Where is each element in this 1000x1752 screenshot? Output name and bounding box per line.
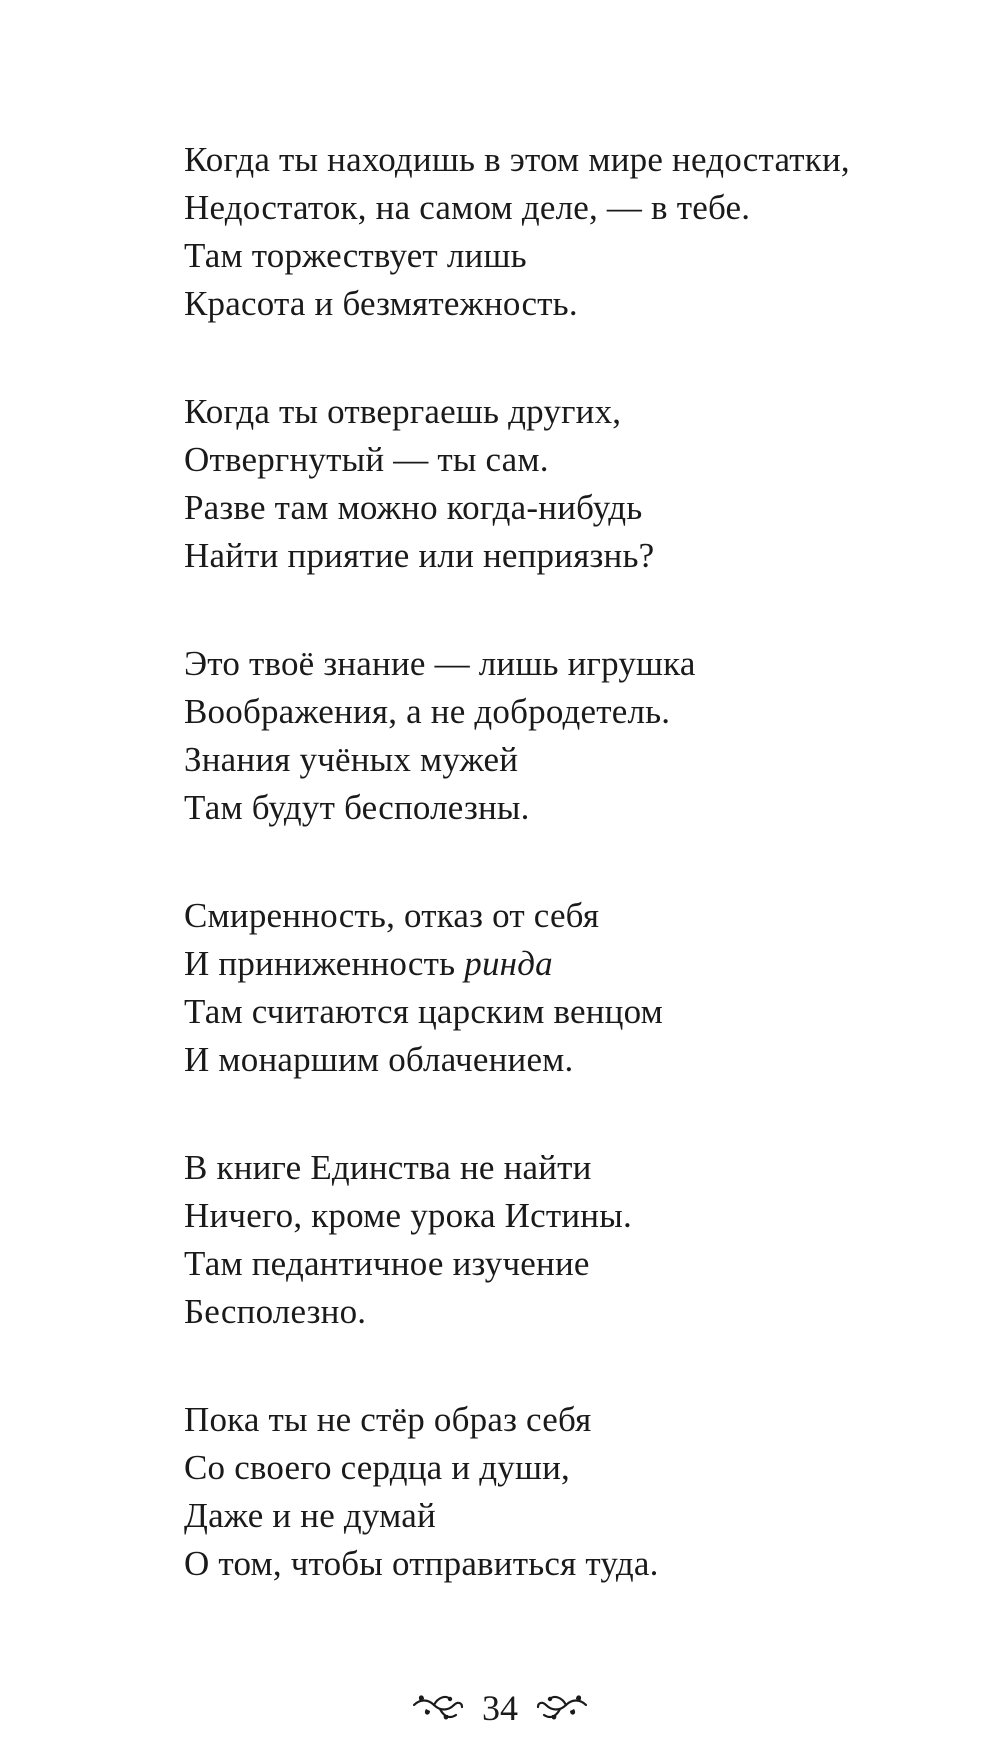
- poem-line: Знания учёных мужей: [184, 740, 519, 779]
- page-footer: [0, 1683, 1000, 1733]
- stanza: [184, 892, 974, 1084]
- poem-line: Недостаток, на самом деле, — в тебе.: [184, 188, 751, 227]
- poem-line: Найти приятие или неприязнь?: [184, 536, 655, 575]
- poem-line: Там будут бесполезны.: [184, 788, 530, 827]
- poem-line: О том, чтобы отправиться туда.: [184, 1544, 659, 1583]
- poem-line-text: И приниженность: [184, 944, 465, 983]
- page-number: 34: [482, 1688, 518, 1728]
- poem-line: Бесполезно.: [184, 1292, 367, 1331]
- poem-line: Там считаются царским венцом: [184, 992, 663, 1031]
- stanza: [184, 1144, 974, 1336]
- poem-line: Когда ты отвергаешь других,: [184, 392, 622, 431]
- poem-line: Красота и безмятежность.: [184, 284, 578, 323]
- poem-line: Со своего сердца и души,: [184, 1448, 570, 1487]
- poem-line: Ничего, кроме урока Истины.: [184, 1196, 632, 1235]
- poem-line: Там педантичное изучение: [184, 1244, 590, 1283]
- poem-line: Отвергнутый — ты сам.: [184, 440, 549, 479]
- italic-word: ринда: [464, 944, 553, 983]
- stanza: [184, 1396, 974, 1588]
- stanza: [184, 136, 974, 328]
- stanza: [184, 640, 974, 832]
- stanza: [184, 388, 974, 580]
- floral-ornament-icon: [410, 1691, 466, 1725]
- poem-line: Смиренность, отказ от себя: [184, 896, 600, 935]
- poem-line: [184, 940, 974, 988]
- floral-ornament-icon: [534, 1691, 590, 1725]
- poem: [184, 136, 974, 1648]
- poem-line: Пока ты не стёр образ себя: [184, 1400, 592, 1439]
- poem-line: Воображения, а не добродетель.: [184, 692, 671, 731]
- poem-line: Там торжествует лишь: [184, 236, 527, 275]
- poem-line: Разве там можно когда-нибудь: [184, 488, 643, 527]
- poem-line: Это твоё знание — лишь игрушка: [184, 644, 696, 683]
- poem-line: В книге Единства не найти: [184, 1148, 592, 1187]
- poem-line: Даже и не думай: [184, 1496, 436, 1535]
- poem-line: Когда ты находишь в этом мире недостатки,: [184, 140, 850, 179]
- poem-line: И монаршим облачением.: [184, 1040, 574, 1079]
